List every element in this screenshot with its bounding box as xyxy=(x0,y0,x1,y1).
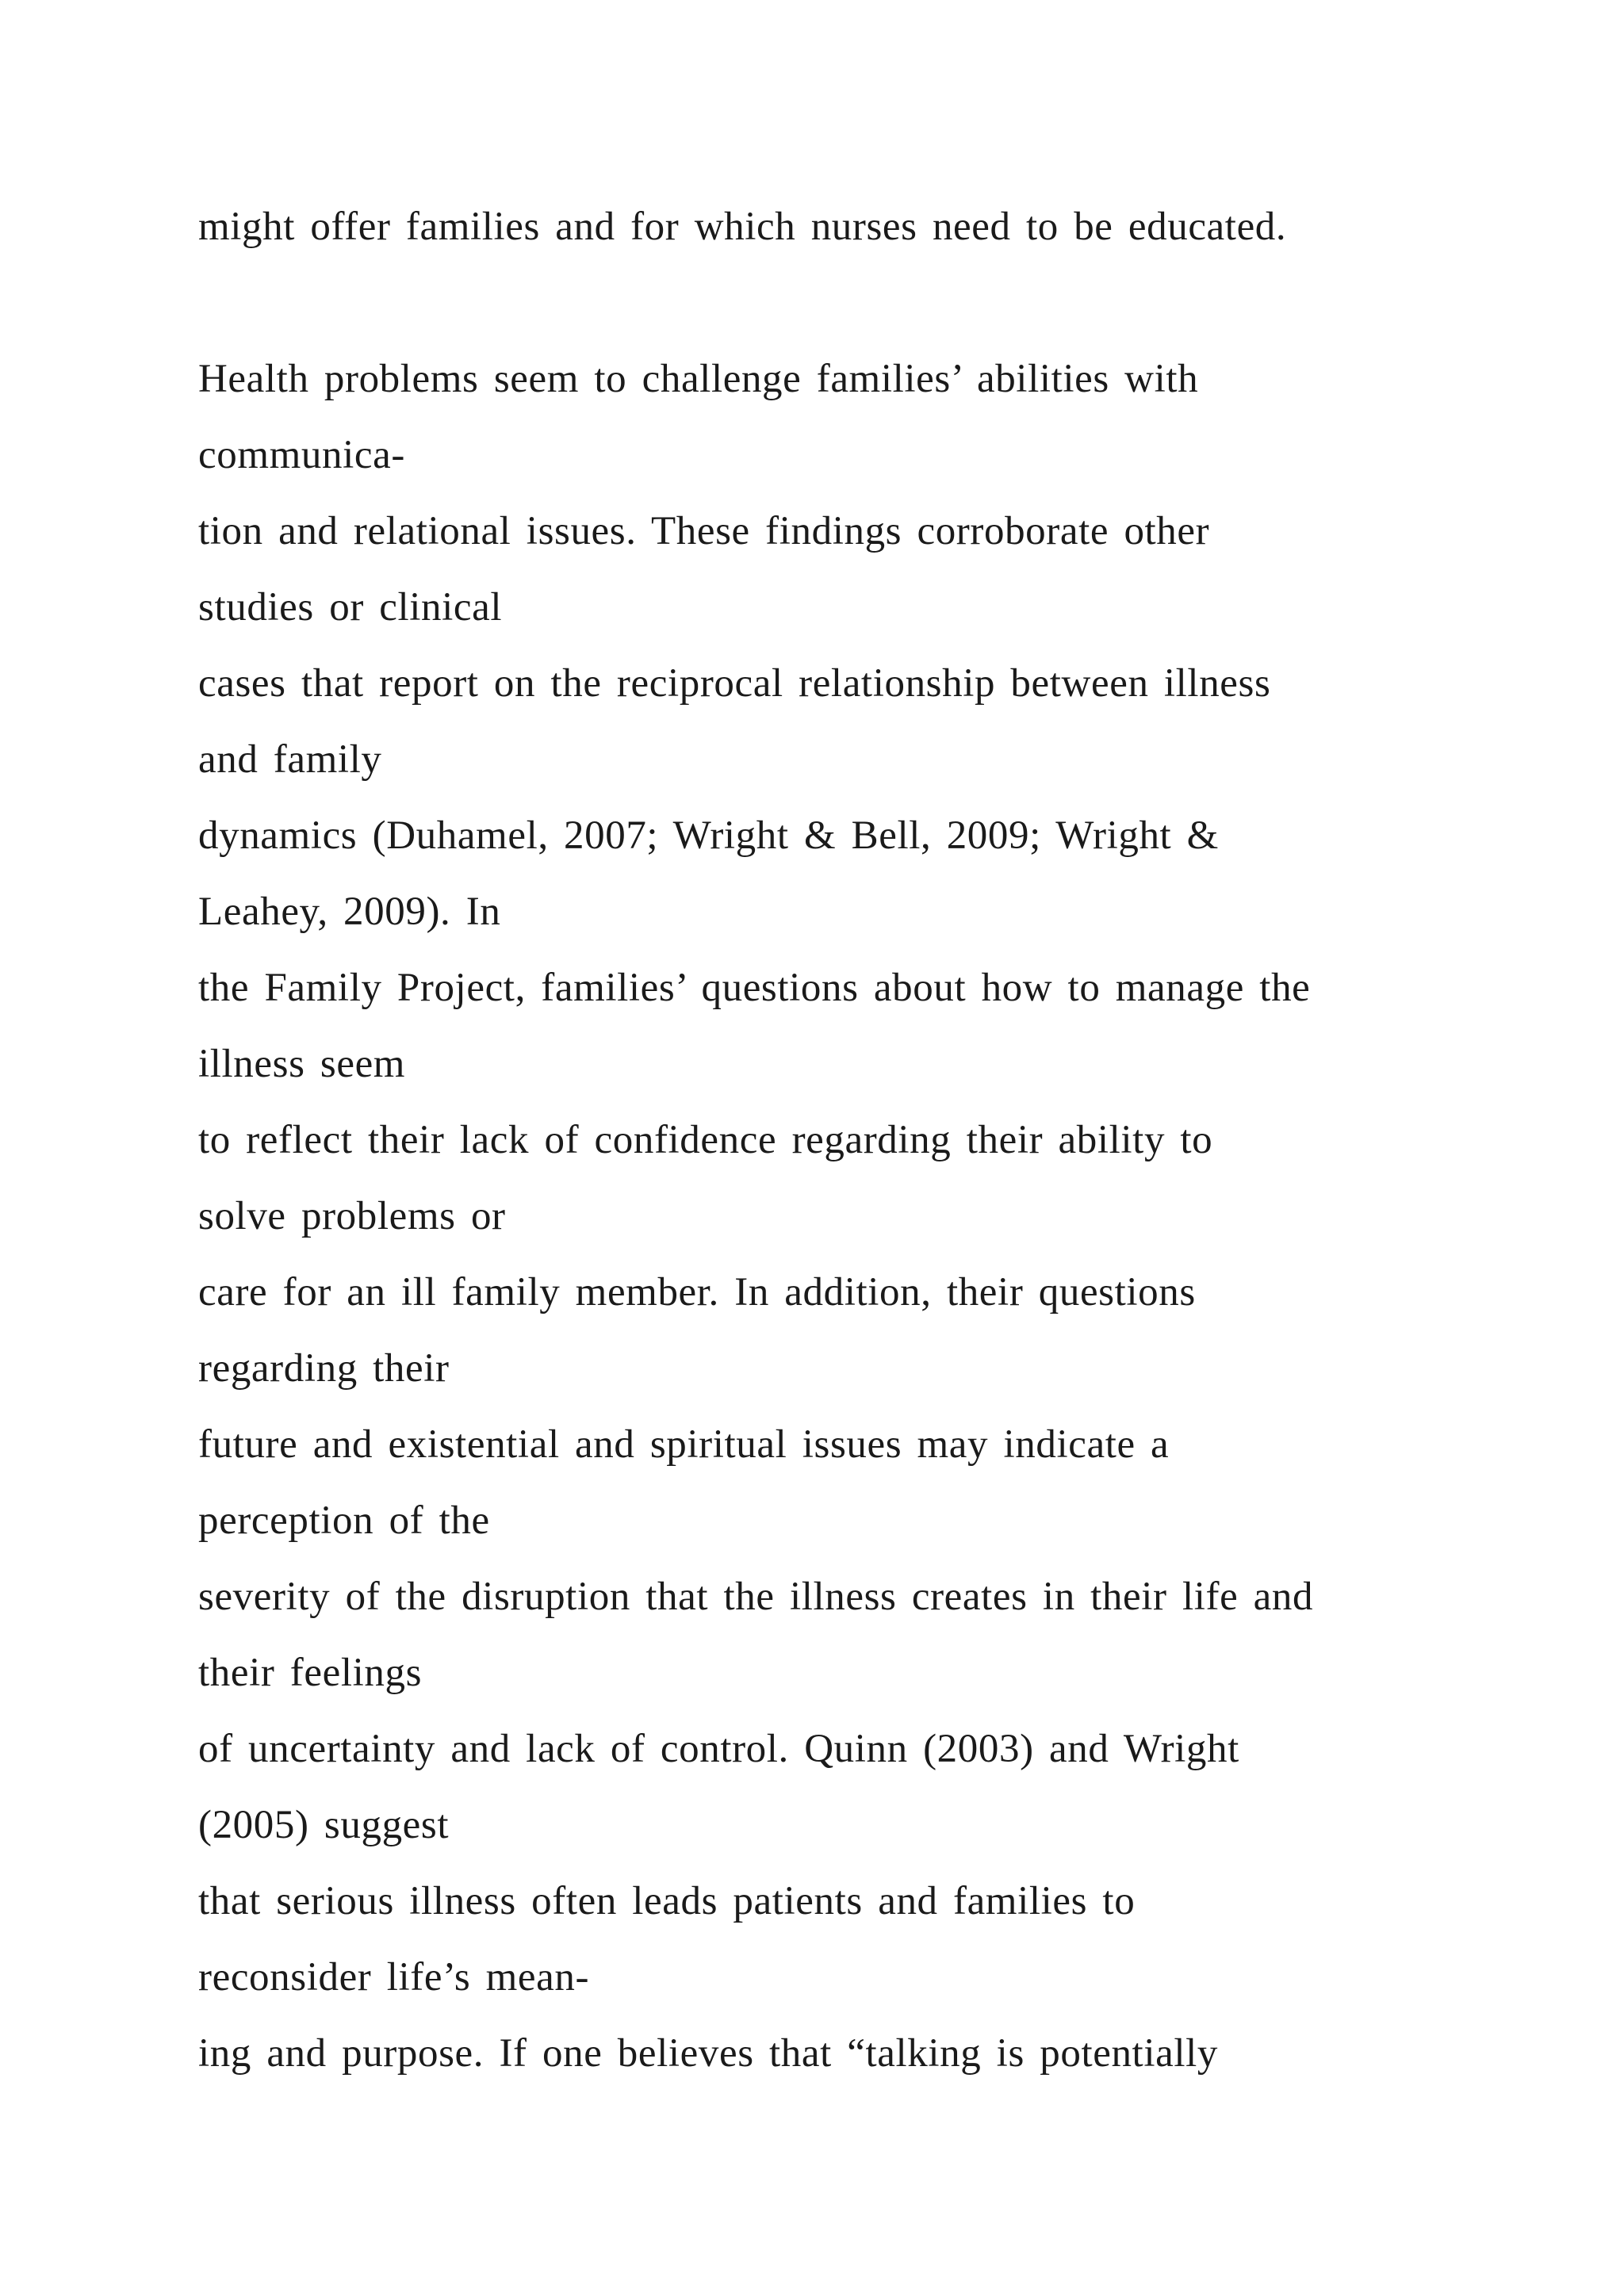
body-text xyxy=(198,189,1546,2091)
text-line: care for an ill family member. In addition, their questions xyxy=(198,1270,1196,1314)
text-line: cases that report on the reciprocal relationship between illness xyxy=(198,661,1271,706)
text-line: perception of the xyxy=(198,1498,490,1543)
text-line: tion and relational issues. These findings corroborate other xyxy=(198,509,1210,553)
text-line: and family xyxy=(198,737,382,782)
text-line: Health problems seem to challenge families’ abilities with xyxy=(198,357,1199,401)
text-line: to reflect their lack of confidence regarding their ability to xyxy=(198,1118,1213,1162)
text-line: of uncertainty and lack of control. Quinn (2003) and Wright xyxy=(198,1727,1239,1771)
text-line: might offer families and for which nurses need to be educated. xyxy=(198,205,1287,249)
text-line: ing and purpose. If one believes that “talking is potentially xyxy=(198,2031,1218,2076)
paragraph-gap xyxy=(198,265,1546,341)
text-line: severity of the disruption that the illness creates in their life and xyxy=(198,1575,1314,1619)
text-line: reconsider life’s mean- xyxy=(198,1955,590,1999)
text-line: (2005) suggest xyxy=(198,1803,450,1847)
text-line: their feelings xyxy=(198,1651,423,1695)
text-line: solve problems or xyxy=(198,1194,506,1238)
text-line: Leahey, 2009). In xyxy=(198,890,501,934)
text-line: regarding their xyxy=(198,1346,450,1391)
text-line: studies or clinical xyxy=(198,585,503,629)
text-line: illness seem xyxy=(198,1042,406,1086)
text-line: future and existential and spiritual issues may indicate a xyxy=(198,1422,1170,1467)
text-line: dynamics (Duhamel, 2007; Wright & Bell, 2009; Wright & xyxy=(198,813,1219,858)
text-line: communica- xyxy=(198,433,405,477)
text-line: the Family Project, families’ questions about how to manage the xyxy=(198,966,1311,1010)
text-line: that serious illness often leads patients and families to xyxy=(198,1879,1136,1923)
